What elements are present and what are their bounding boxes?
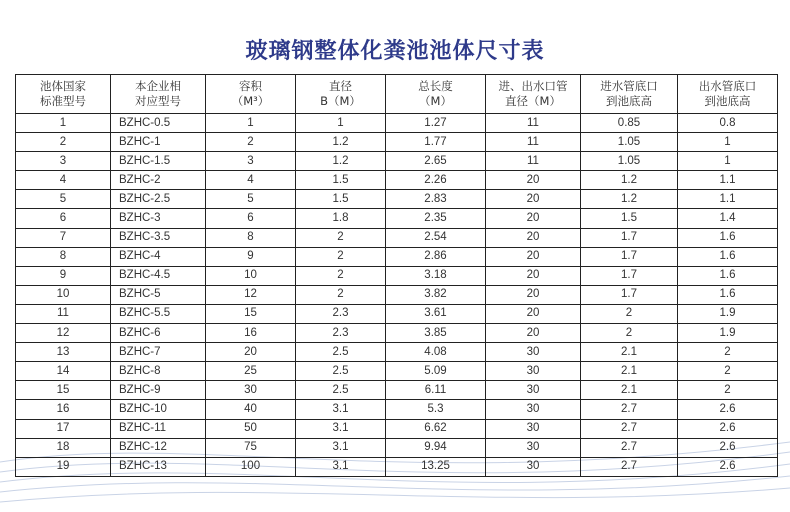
col-header-national-model [16, 75, 111, 114]
cell-inlet-height: 1.7 [581, 247, 678, 266]
cell-inlet-height: 2.7 [581, 419, 678, 438]
cell-diameter: 2.3 [296, 304, 386, 323]
cell-national-model: 3 [16, 152, 111, 171]
cell-inlet-height: 1.05 [581, 152, 678, 171]
cell-diameter: 1.2 [296, 152, 386, 171]
table-row [16, 400, 778, 419]
table-row [16, 209, 778, 228]
cell-outlet-height: 2.6 [678, 457, 778, 476]
cell-pipe-diameter: 20 [486, 247, 581, 266]
cell-diameter: 1.2 [296, 133, 386, 152]
cell-total-length: 2.83 [386, 190, 486, 209]
cell-company-model: BZHC-1 [111, 133, 206, 152]
cell-national-model: 17 [16, 419, 111, 438]
cell-company-model: BZHC-13 [111, 457, 206, 476]
cell-pipe-diameter: 20 [486, 304, 581, 323]
cell-total-length: 2.26 [386, 171, 486, 190]
table-row [16, 171, 778, 190]
cell-outlet-height: 2.6 [678, 438, 778, 457]
cell-total-length: 5.3 [386, 400, 486, 419]
cell-outlet-height: 1.6 [678, 285, 778, 304]
header-line-2: 到池底高 [704, 94, 751, 108]
cell-total-length: 3.82 [386, 285, 486, 304]
cell-company-model: BZHC-4 [111, 247, 206, 266]
cell-company-model: BZHC-2.5 [111, 190, 206, 209]
cell-outlet-height: 2.6 [678, 419, 778, 438]
cell-national-model: 13 [16, 343, 111, 362]
table-row [16, 190, 778, 209]
cell-volume: 6 [206, 209, 296, 228]
cell-inlet-height: 2.7 [581, 457, 678, 476]
header-line-1: 直径 [329, 79, 352, 93]
cell-inlet-height: 1.7 [581, 285, 678, 304]
cell-pipe-diameter: 20 [486, 285, 581, 304]
cell-diameter: 2.5 [296, 343, 386, 362]
cell-company-model: BZHC-6 [111, 324, 206, 343]
cell-pipe-diameter: 20 [486, 209, 581, 228]
table-row [16, 266, 778, 285]
cell-diameter: 2.5 [296, 381, 386, 400]
cell-volume: 16 [206, 324, 296, 343]
cell-diameter: 3.1 [296, 400, 386, 419]
table-row [16, 343, 778, 362]
cell-diameter: 2 [296, 266, 386, 285]
cell-company-model: BZHC-7 [111, 343, 206, 362]
cell-inlet-height: 2.7 [581, 400, 678, 419]
col-header-pipe-diameter [486, 75, 581, 114]
header-line-1: 容积 [239, 79, 262, 93]
cell-pipe-diameter: 30 [486, 343, 581, 362]
table-row [16, 228, 778, 247]
cell-diameter: 2 [296, 247, 386, 266]
cell-volume: 4 [206, 171, 296, 190]
cell-outlet-height: 1.9 [678, 304, 778, 323]
cell-inlet-height: 1.5 [581, 209, 678, 228]
cell-pipe-diameter: 20 [486, 171, 581, 190]
cell-company-model: BZHC-1.5 [111, 152, 206, 171]
cell-volume: 9 [206, 247, 296, 266]
cell-inlet-height: 0.85 [581, 114, 678, 133]
cell-pipe-diameter: 11 [486, 114, 581, 133]
header-line-1: 进、出水口管 [498, 79, 568, 93]
cell-pipe-diameter: 30 [486, 381, 581, 400]
cell-diameter: 2 [296, 285, 386, 304]
cell-outlet-height: 1.6 [678, 228, 778, 247]
cell-national-model: 10 [16, 285, 111, 304]
cell-diameter: 1.5 [296, 190, 386, 209]
cell-national-model: 4 [16, 171, 111, 190]
cell-diameter: 2.3 [296, 324, 386, 343]
table-header [16, 75, 778, 114]
cell-national-model: 15 [16, 381, 111, 400]
cell-company-model: BZHC-8 [111, 362, 206, 381]
cell-national-model: 8 [16, 247, 111, 266]
cell-outlet-height: 1.1 [678, 190, 778, 209]
cell-pipe-diameter: 20 [486, 228, 581, 247]
cell-inlet-height: 2 [581, 324, 678, 343]
cell-inlet-height: 1.7 [581, 266, 678, 285]
header-line-2: 标准型号 [40, 94, 86, 108]
cell-volume: 8 [206, 228, 296, 247]
cell-company-model: BZHC-4.5 [111, 266, 206, 285]
cell-company-model: BZHC-3.5 [111, 228, 206, 247]
cell-national-model: 9 [16, 266, 111, 285]
cell-volume: 12 [206, 285, 296, 304]
cell-volume: 3 [206, 152, 296, 171]
cell-national-model: 16 [16, 400, 111, 419]
header-line-2: （M） [419, 94, 452, 108]
cell-national-model: 18 [16, 438, 111, 457]
cell-pipe-diameter: 11 [486, 133, 581, 152]
cell-company-model: BZHC-3 [111, 209, 206, 228]
cell-inlet-height: 1.05 [581, 133, 678, 152]
cell-diameter: 3.1 [296, 457, 386, 476]
cell-company-model: BZHC-2 [111, 171, 206, 190]
header-line-2: （M³） [231, 94, 270, 108]
table-row [16, 362, 778, 381]
cell-total-length: 1.27 [386, 114, 486, 133]
cell-pipe-diameter: 20 [486, 324, 581, 343]
cell-company-model: BZHC-9 [111, 381, 206, 400]
cell-outlet-height: 1.1 [678, 171, 778, 190]
page-title: 玻璃钢整体化粪池池体尺寸表 [245, 39, 545, 64]
cell-total-length: 4.08 [386, 343, 486, 362]
cell-outlet-height: 1.6 [678, 266, 778, 285]
cell-total-length: 6.62 [386, 419, 486, 438]
cell-inlet-height: 2 [581, 304, 678, 323]
cell-national-model: 2 [16, 133, 111, 152]
cell-volume: 2 [206, 133, 296, 152]
header-line-1: 池体国家 [40, 79, 86, 93]
cell-total-length: 13.25 [386, 457, 486, 476]
cell-national-model: 7 [16, 228, 111, 247]
cell-inlet-height: 1.7 [581, 228, 678, 247]
cell-outlet-height: 2 [678, 343, 778, 362]
cell-diameter: 3.1 [296, 419, 386, 438]
cell-company-model: BZHC-11 [111, 419, 206, 438]
cell-diameter: 1.8 [296, 209, 386, 228]
table-row [16, 285, 778, 304]
cell-national-model: 19 [16, 457, 111, 476]
cell-volume: 15 [206, 304, 296, 323]
cell-total-length: 9.94 [386, 438, 486, 457]
col-header-outlet-height [678, 75, 778, 114]
cell-inlet-height: 2.1 [581, 343, 678, 362]
cell-pipe-diameter: 30 [486, 438, 581, 457]
header-row [16, 75, 778, 114]
cell-total-length: 3.61 [386, 304, 486, 323]
table-row [16, 457, 778, 476]
col-header-total-length [386, 75, 486, 114]
cell-diameter: 2.5 [296, 362, 386, 381]
cell-outlet-height: 2.6 [678, 400, 778, 419]
table-row [16, 381, 778, 400]
cell-total-length: 2.65 [386, 152, 486, 171]
cell-volume: 40 [206, 400, 296, 419]
cell-diameter: 1 [296, 114, 386, 133]
cell-volume: 20 [206, 343, 296, 362]
header-line-1: 进水管底口 [600, 79, 658, 93]
cell-national-model: 11 [16, 304, 111, 323]
cell-diameter: 3.1 [296, 438, 386, 457]
header-line-2: B（M） [320, 94, 361, 108]
cell-company-model: BZHC-10 [111, 400, 206, 419]
cell-outlet-height: 1.6 [678, 247, 778, 266]
cell-total-length: 2.86 [386, 247, 486, 266]
cell-outlet-height: 2 [678, 381, 778, 400]
cell-company-model: BZHC-0.5 [111, 114, 206, 133]
table-row [16, 133, 778, 152]
cell-total-length: 5.09 [386, 362, 486, 381]
cell-pipe-diameter: 20 [486, 190, 581, 209]
header-line-1: 本企业相 [135, 79, 181, 93]
header-line-1: 出水管底口 [698, 79, 757, 93]
cell-outlet-height: 1 [678, 133, 778, 152]
col-header-diameter [296, 75, 386, 114]
cell-pipe-diameter: 11 [486, 152, 581, 171]
cell-volume: 5 [206, 190, 296, 209]
cell-pipe-diameter: 20 [486, 266, 581, 285]
cell-volume: 10 [206, 266, 296, 285]
cell-volume: 25 [206, 362, 296, 381]
table-row [16, 152, 778, 171]
cell-outlet-height: 2 [678, 362, 778, 381]
header-line-2: 对应型号 [135, 94, 181, 108]
header-line-1: 总长度 [418, 79, 453, 93]
cell-inlet-height: 2.1 [581, 362, 678, 381]
cell-pipe-diameter: 30 [486, 457, 581, 476]
cell-inlet-height: 2.1 [581, 381, 678, 400]
cell-inlet-height: 2.7 [581, 438, 678, 457]
cell-volume: 50 [206, 419, 296, 438]
table-row [16, 304, 778, 323]
table-row [16, 438, 778, 457]
table-row [16, 419, 778, 438]
col-header-inlet-height [581, 75, 678, 114]
cell-pipe-diameter: 30 [486, 400, 581, 419]
table-row [16, 114, 778, 133]
cell-national-model: 6 [16, 209, 111, 228]
cell-total-length: 2.54 [386, 228, 486, 247]
cell-pipe-diameter: 30 [486, 419, 581, 438]
dimension-table [15, 74, 778, 477]
cell-company-model: BZHC-12 [111, 438, 206, 457]
cell-total-length: 1.77 [386, 133, 486, 152]
cell-inlet-height: 1.2 [581, 171, 678, 190]
col-header-company-model [111, 75, 206, 114]
cell-diameter: 2 [296, 228, 386, 247]
col-header-volume [206, 75, 296, 114]
cell-inlet-height: 1.2 [581, 190, 678, 209]
cell-volume: 30 [206, 381, 296, 400]
cell-volume: 100 [206, 457, 296, 476]
cell-national-model: 14 [16, 362, 111, 381]
cell-outlet-height: 1 [678, 152, 778, 171]
cell-outlet-height: 1.9 [678, 324, 778, 343]
cell-volume: 75 [206, 438, 296, 457]
cell-total-length: 3.85 [386, 324, 486, 343]
cell-company-model: BZHC-5 [111, 285, 206, 304]
table-row [16, 324, 778, 343]
cell-national-model: 1 [16, 114, 111, 133]
header-line-2: 到池底高 [606, 94, 652, 108]
cell-volume: 1 [206, 114, 296, 133]
cell-company-model: BZHC-5.5 [111, 304, 206, 323]
cell-outlet-height: 0.8 [678, 114, 778, 133]
table-row [16, 247, 778, 266]
header-line-2: 直径（M） [505, 94, 561, 108]
cell-total-length: 6.11 [386, 381, 486, 400]
cell-national-model: 5 [16, 190, 111, 209]
table-body [16, 114, 778, 477]
cell-pipe-diameter: 30 [486, 362, 581, 381]
cell-national-model: 12 [16, 324, 111, 343]
cell-total-length: 2.35 [386, 209, 486, 228]
cell-diameter: 1.5 [296, 171, 386, 190]
cell-total-length: 3.18 [386, 266, 486, 285]
cell-outlet-height: 1.4 [678, 209, 778, 228]
